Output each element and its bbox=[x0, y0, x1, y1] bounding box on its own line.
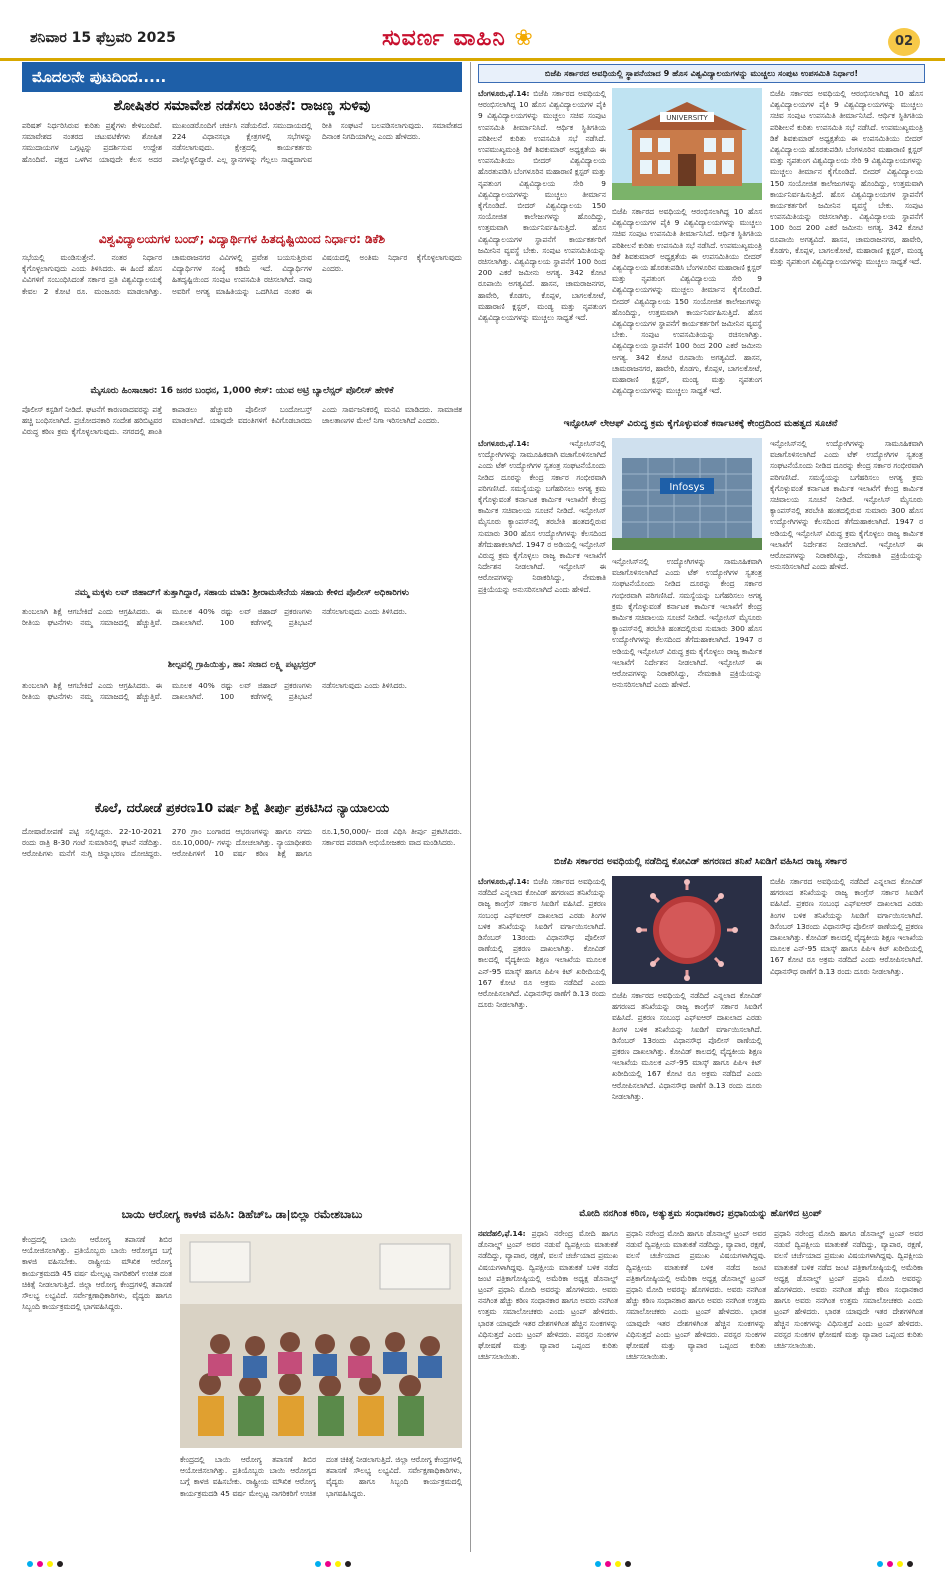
article-9-body-col2: ಬಿಜೆಪಿ ಸರ್ಕಾರದ ಅವಧಿಯಲ್ಲಿ ನಡೆದಿದೆ ಎನ್ನಲಾದ ಕೋವಿಡ್ ಹಗರಣದ ತನಿಖೆಯನ್ನು ರಾಜ್ಯ ಕಾಂಗ್ರೆಸ್ ಸರ್ಕಾರ ಸಿಐಡಿಗೆ ವಹಿಸಿದೆ. ಪ್ರಕರಣ ಸಂಬಂಧ ಎಫ್ಐಆರ್ ದಾಖಲಾದ ಎರಡು ತಿಂಗಳ ಬಳಿಕ ತನಿಖೆಯನ್ನು ಸಿಐಡಿಗೆ ವರ್ಗಾಯಿಸಲಾಗಿದೆ. ಡಿಸೆಂಬರ್ 13ರಂದು ವಿಧಾನಸೌಧ ಪೊಲೀಸ್ ಠಾಣೆಯಲ್ಲಿ ಪ್ರಕರಣ ದಾಖಲಾಗಿತ್ತು. ಕೋವಿಡ್ ಕಾಲದಲ್ಲಿ ವೈದ್ಯಕೀಯ ಶಿಕ್ಷಣ ಇಲಾಖೆಯ ಮೂಲಕ ಎನ್-95 ಮಾಸ್ಕ್ ಹಾಗೂ ಪಿಪಿಇ ಕಿಟ್ ಖರೀದಿಯಲ್ಲಿ 167 ಕೋಟಿ ರೂ ಅಕ್ರಮ ನಡೆದಿದೆ ಎಂದು ಆರೋಪಿಸಲಾಗಿದೆ. ವಿಧಾನಸೌಧ ಠಾಣೆಗೆ ಡಿ.13 ರಂದು ದೂರು ನೀಡಲಾಗಿತ್ತು. bbox=[612, 991, 762, 1101]
lotus-icon: ❀ bbox=[514, 26, 534, 51]
newspaper-logo: ಸುವರ್ಣ ವಾಹಿನಿ ❀ bbox=[382, 26, 534, 51]
page-number-badge: 02 bbox=[888, 28, 920, 56]
article-8-body-col2: ಇನ್ಫೋಸಿಸ್‌ನಲ್ಲಿ ಉದ್ಯೋಗಿಗಳನ್ನು ಸಾಮೂಹಿಕವಾಗಿ ವಜಾಗೊಳಿಸಲಾಗಿದೆ ಎಂದು ಟೆಕ್ ಉದ್ಯೋಗಿಗಳ ಸ್ವತಂತ್ರ ಸಂಘಟನೆಯೊಂದು ನೀಡಿದ ದೂರನ್ನು ಕೇಂದ್ರ ಸರ್ಕಾರ ಗಂಭೀರವಾಗಿ ಪರಿಗಣಿಸಿದೆ. ಸಮಸ್ಯೆಯನ್ನು ಬಗೆಹರಿಸಲು ಅಗತ್ಯ ಕ್ರಮ ಕೈಗೊಳ್ಳುವಂತೆ ಕರ್ನಾಟಕ ಕಾರ್ಮಿಕ ಇಲಾಖೆಗೆ ಕೇಂದ್ರ ಕಾರ್ಮಿಕ ಸಚಿವಾಲಯ ಸೂಚನೆ ನೀಡಿದೆ. ಇನ್ಫೋಸಿಸ್ ಮೈಸೂರು ಕ್ಯಾಂಪಸ್‌ನಲ್ಲಿ ತರಬೇತಿ ಹಂತದಲ್ಲಿರುವ ಸುಮಾರು 300 ಹೊಸ ಉದ್ಯೋಗಿಗಳನ್ನು ಕೆಲಸದಿಂದ ತೆಗೆದುಹಾಕಲಾಗಿದೆ. 1947 ರ ಅಡಿಯಲ್ಲಿ ಇನ್ಫೋಸಿಸ್ ವಿರುದ್ಧ ಕ್ರಮ ಕೈಗೊಳ್ಳಲು ರಾಜ್ಯ ಕಾರ್ಮಿಕ ಇಲಾಖೆಗೆ ನಿರ್ದೇಶನ ನೀಡಲಾಗಿದೆ. ಇನ್ಫೋಸಿಸ್ ಈ ಆರೋಪಗಳನ್ನು ನಿರಾಕರಿಸಿದ್ದು, ನೇಮಕಾತಿ ಪ್ರಕ್ರಿಯೆಯನ್ನು ಅನುಸರಿಸಲಾಗಿದೆ ಎಂದು ಹೇಳಿದೆ. bbox=[612, 557, 762, 690]
article-7-body-col1: ಬೆಂಗಳೂರು,ಫೆ.14: ಬಿಜೆಪಿ ಸರ್ಕಾರದ ಅವಧಿಯಲ್ಲಿ ಆರಂಭಿಸಲಾಗಿದ್ದ 10 ಹೊಸ ವಿಶ್ವವಿದ್ಯಾಲಯಗಳ ಪೈಕಿ 9 ವಿಶ್ವವಿದ್ಯಾಲಯಗಳನ್ನು ಮುಚ್ಚಲು ಸಚಿವ ಸಂಪುಟ ಉಪಸಮಿತಿ ತೀರ್ಮಾನಿಸಿದೆ. ಆರ್ಥಿಕ ಸ್ಥಿತಿಗತಿಯ ಪರಿಶೀಲನೆ ಕುರಿತು ಉಪಸಮಿತಿ ಸಭೆ ನಡೆಸಿದೆ. ಉಪಮುಖ್ಯಮಂತ್ರಿ ಡಿಕೆ ಶಿವಕುಮಾರ್ ಅಧ್ಯಕ್ಷತೆಯ ಈ ಉಪಸಮಿತಿಯು ಬೀದರ್ ವಿಶ್ವವಿದ್ಯಾಲಯ ಹೊರತುಪಡಿಸಿ ಬೆಂಗಳೂರಿನ ಮಹಾರಾಣಿ ಕ್ಲಸ್ಟರ್ ಮತ್ತು ನೃಪತುಂಗ ವಿಶ್ವವಿದ್ಯಾಲಯ ಸೇರಿ 9 ವಿಶ್ವವಿದ್ಯಾಲಯಗಳನ್ನು ಮುಚ್ಚಲು ತೀರ್ಮಾನ ಕೈಗೊಂಡಿದೆ. ಬೀದರ್ ವಿಶ್ವವಿದ್ಯಾಲಯ 150 ಸಂಯೋಜಿತ ಕಾಲೇಜುಗಳನ್ನು ಹೊಂದಿದ್ದು, ಉತ್ತಮವಾಗಿ ಕಾರ್ಯನಿರ್ವಹಿಸುತ್ತಿದೆ. ಹೊಸ ವಿಶ್ವವಿದ್ಯಾಲಯಗಳ ಸ್ಥಾಪನೆಗೆ ಕಾರ್ಯಕರ್ತರಿಗೆ ಜಮೀನಿನ ವ್ಯವಸ್ಥೆ ಬೇಕು. ಸಂಪುಟ ಉಪಸಮಿತಿಯನ್ನು ರಚಿಸಲಾಗಿತ್ತು. ವಿಶ್ವವಿದ್ಯಾಲಯ ಸ್ಥಾಪನೆಗೆ 100 ರಿಂದ 200 ಎಕರೆ ಜಮೀನು ಅಗತ್ಯ. 342 ಕೋಟಿ ರೂಪಾಯಿ ಅಗತ್ಯವಿದೆ. ಹಾಸನ, ಚಾಮರಾಜನಗರ, ಹಾವೇರಿ, ಕೊಡಗು, ಕೊಪ್ಪಳ, ಬಾಗಲಕೋಟೆ, ಮಹಾರಾಣಿ ಕ್ಲಸ್ಟರ್, ಮಂಡ್ಯ ಮತ್ತು ನೃಪತುಂಗ ವಿಶ್ವವಿದ್ಯಾಲಯಗಳನ್ನು ಮುಚ್ಚಲು ಸಾಧ್ಯತೆ ಇದೆ. bbox=[478, 89, 606, 323]
article-9-body-col1: ಬೆಂಗಳೂರು,ಫೆ.14: ಬಿಜೆಪಿ ಸರ್ಕಾರದ ಅವಧಿಯಲ್ಲಿ ನಡೆದಿದೆ ಎನ್ನಲಾದ ಕೋವಿಡ್ ಹಗರಣದ ತನಿಖೆಯನ್ನು ರಾಜ್ಯ ಕಾಂಗ್ರೆಸ್ ಸರ್ಕಾರ ಸಿಐಡಿಗೆ ವಹಿಸಿದೆ. ಪ್ರಕರಣ ಸಂಬಂಧ ಎಫ್ಐಆರ್ ದಾಖಲಾದ ಎರಡು ತಿಂಗಳ ಬಳಿಕ ತನಿಖೆಯನ್ನು ಸಿಐಡಿಗೆ ವರ್ಗಾಯಿಸಲಾಗಿದೆ. ಡಿಸೆಂಬರ್ 13ರಂದು ವಿಧಾನಸೌಧ ಪೊಲೀಸ್ ಠಾಣೆಯಲ್ಲಿ ಪ್ರಕರಣ ದಾಖಲಾಗಿತ್ತು. ಕೋವಿಡ್ ಕಾಲದಲ್ಲಿ ವೈದ್ಯಕೀಯ ಶಿಕ್ಷಣ ಇಲಾಖೆಯ ಮೂಲಕ ಎನ್-95 ಮಾಸ್ಕ್ ಹಾಗೂ ಪಿಪಿಇ ಕಿಟ್ ಖರೀದಿಯಲ್ಲಿ 167 ಕೋಟಿ ರೂ ಅಕ್ರಮ ನಡೆದಿದೆ ಎಂದು ಆರೋಪಿಸಲಾಗಿದೆ. ವಿಧಾನಸೌಧ ಠಾಣೆಗೆ ಡಿ.13 ರಂದು ದೂರು ನೀಡಲಾಗಿತ್ತು. bbox=[478, 877, 606, 1010]
article-3-body: ಪೊಲೀಸ್ ಕಸ್ಟಡಿಗೆ ನೀಡಿದೆ. ಘಟನೆಗೆ ಕಾರಣರಾದವರನ್ನು ಪತ್ತೆ ಹಚ್ಚಿ ಬಂಧಿಸಲಾಗಿದೆ. ಪ್ರಚೋದನಕಾರಿ ಸಂದೇಶ ಹರಿಬಿಟ್ಟವರ ವಿರುದ್ಧ ಕಠಿಣ ಕ್ರಮ ಕೈಗೊಳ್ಳಲಾಗುವುದು. ನಗರದಲ್ಲಿ ಶಾಂತಿ ಕಾಪಾಡಲು ಹೆಚ್ಚುವರಿ ಪೊಲೀಸ್ ಬಂದೋಬಸ್ತ್ ಮಾಡಲಾಗಿದೆ. ಯಾವುದೇ ವದಂತಿಗಳಿಗೆ ಕಿವಿಗೊಡಬಾರದು ಎಂದು ಸಾರ್ವಜನಿಕರಲ್ಲಿ ಮನವಿ ಮಾಡಿದರು. ಸಾಮಾಜಿಕ ಜಾಲತಾಣಗಳ ಮೇಲೆ ನಿಗಾ ಇರಿಸಲಾಗಿದೆ ಎಂದರು. bbox=[22, 405, 462, 437]
infosys-building-photo bbox=[612, 438, 762, 550]
article-6-headline: ಬಾಯಿ ಆರೋಗ್ಯ ಕಾಳಜಿ ವಹಿಸಿ: ಡಿಹೆಚ್ಒ ಡಾ|ಬಿಲ್ಲಾ ರಮೇಶಬಾಬು bbox=[121, 1208, 363, 1221]
column-divider bbox=[470, 62, 471, 1552]
article-8-dateline: ಬೆಂಗಳೂರು,ಫೆ.14: bbox=[478, 439, 530, 448]
university-sign-text: UNIVERSITY bbox=[666, 114, 708, 122]
article-1-body: ಪರಿಷತ್ ನಿರ್ಧರಿಸಿರುವ ಕುರಿತು ಪ್ರಶ್ನೆಗಳು ಕೇಳಿಬಂದಿವೆ. ಸಮಾವೇಶದ ನಂತರದ ಚಟುವಟಿಕೆಗಳು ಶೋಷಿತ ಸಮುದಾಯಗಳ ಒಗ್ಗಟ್ಟನ್ನು ಪ್ರದರ್ಶಿಸುವ ಉದ್ದೇಶ ಹೊಂದಿವೆ. ಪಕ್ಷದ ಒಳಗಿನ ಯಾವುದೇ ಕೆಲಸ ಅದರ ಮುಖಂಡರೊಂದಿಗೆ ಚರ್ಚಿಸಿ ನಡೆಯಲಿದೆ. ಸಮುದಾಯದಲ್ಲಿ 224 ವಿಧಾನಸಭಾ ಕ್ಷೇತ್ರಗಳಲ್ಲಿ ಸಭೆಗಳನ್ನು ನಡೆಸಲಾಗುವುದು. ಕ್ಷೇತ್ರದಲ್ಲಿ ಕಾರ್ಯಕರ್ತರು ಪಾಲ್ಗೊಳ್ಳಲಿದ್ದಾರೆ. ಎಲ್ಲ ಸ್ಥಾನಗಳನ್ನು ಗೆಲ್ಲಲು ಸಾಧ್ಯವಾಗುವ ರೀತಿ ಸಂಘಟನೆ ಬಲಪಡಿಸಲಾಗುವುದು. ಸಮಾವೇಶದ ದಿನಾಂಕ ನಿಗದಿಯಾಗಿಲ್ಲ ಎಂದು ಹೇಳಿದರು. bbox=[22, 121, 462, 164]
article-8-body-col3: ಇನ್ಫೋಸಿಸ್‌ನಲ್ಲಿ ಉದ್ಯೋಗಿಗಳನ್ನು ಸಾಮೂಹಿಕವಾಗಿ ವಜಾಗೊಳಿಸಲಾಗಿದೆ ಎಂದು ಟೆಕ್ ಉದ್ಯೋಗಿಗಳ ಸ್ವತಂತ್ರ ಸಂಘಟನೆಯೊಂದು ನೀಡಿದ ದೂರನ್ನು ಕೇಂದ್ರ ಸರ್ಕಾರ ಗಂಭೀರವಾಗಿ ಪರಿಗಣಿಸಿದೆ. ಸಮಸ್ಯೆಯನ್ನು ಬಗೆಹರಿಸಲು ಅಗತ್ಯ ಕ್ರಮ ಕೈಗೊಳ್ಳುವಂತೆ ಕರ್ನಾಟಕ ಕಾರ್ಮಿಕ ಇಲಾಖೆಗೆ ಕೇಂದ್ರ ಕಾರ್ಮಿಕ ಸಚಿವಾಲಯ ಸೂಚನೆ ನೀಡಿದೆ. ಇನ್ಫೋಸಿಸ್ ಮೈಸೂರು ಕ್ಯಾಂಪಸ್‌ನಲ್ಲಿ ತರಬೇತಿ ಹಂತದಲ್ಲಿರುವ ಸುಮಾರು 300 ಹೊಸ ಉದ್ಯೋಗಿಗಳನ್ನು ಕೆಲಸದಿಂದ ತೆಗೆದುಹಾಕಲಾಗಿದೆ. 1947 ರ ಅಡಿಯಲ್ಲಿ ಇನ್ಫೋಸಿಸ್ ವಿರುದ್ಧ ಕ್ರಮ ಕೈಗೊಳ್ಳಲು ರಾಜ್ಯ ಕಾರ್ಮಿಕ ಇಲಾಖೆಗೆ ನಿರ್ದೇಶನ ನೀಡಲಾಗಿದೆ. ಇನ್ಫೋಸಿಸ್ ಈ ಆರೋಪಗಳನ್ನು ನಿರಾಕರಿಸಿದ್ದು, ನೇಮಕಾತಿ ಪ್ರಕ್ರಿಯೆಯನ್ನು ಅನುಸರಿಸಲಾಗಿದೆ ಎಂದು ಹೇಳಿದೆ. bbox=[770, 439, 923, 572]
article-8-body-col1: ಬೆಂಗಳೂರು,ಫೆ.14: ಇನ್ಫೋಸಿಸ್‌ನಲ್ಲಿ ಉದ್ಯೋಗಿಗಳನ್ನು ಸಾಮೂಹಿಕವಾಗಿ ವಜಾಗೊಳಿಸಲಾಗಿದೆ ಎಂದು ಟೆಕ್ ಉದ್ಯೋಗಿಗಳ ಸ್ವತಂತ್ರ ಸಂಘಟನೆಯೊಂದು ನೀಡಿದ ದೂರನ್ನು ಕೇಂದ್ರ ಸರ್ಕಾರ ಗಂಭೀರವಾಗಿ ಪರಿಗಣಿಸಿದೆ. ಸಮಸ್ಯೆಯನ್ನು ಬಗೆಹರಿಸಲು ಅಗತ್ಯ ಕ್ರಮ ಕೈಗೊಳ್ಳುವಂತೆ ಕರ್ನಾಟಕ ಕಾರ್ಮಿಕ ಇಲಾಖೆಗೆ ಕೇಂದ್ರ ಕಾರ್ಮಿಕ ಸಚಿವಾಲಯ ಸೂಚನೆ ನೀಡಿದೆ. ಇನ್ಫೋಸಿಸ್ ಮೈಸೂರು ಕ್ಯಾಂಪಸ್‌ನಲ್ಲಿ ತರಬೇತಿ ಹಂತದಲ್ಲಿರುವ ಸುಮಾರು 300 ಹೊಸ ಉದ್ಯೋಗಿಗಳನ್ನು ಕೆಲಸದಿಂದ ತೆಗೆದುಹಾಕಲಾಗಿದೆ. 1947 ರ ಅಡಿಯಲ್ಲಿ ಇನ್ಫೋಸಿಸ್ ವಿರುದ್ಧ ಕ್ರಮ ಕೈಗೊಳ್ಳಲು ರಾಜ್ಯ ಕಾರ್ಮಿಕ ಇಲಾಖೆಗೆ ನಿರ್ದೇಶನ ನೀಡಲಾಗಿದೆ. ಇನ್ಫೋಸಿಸ್ ಈ ಆರೋಪಗಳನ್ನು ನಿರಾಕರಿಸಿದ್ದು, ನೇಮಕಾತಿ ಪ್ರಕ್ರಿಯೆಯನ್ನು ಅನುಸರಿಸಲಾಗಿದೆ ಎಂದು ಹೇಳಿದೆ. bbox=[478, 439, 606, 594]
article-10-headline: ಮೋದಿ ನನಗಿಂತ ಕಠಿಣ, ಅತ್ಯುತ್ತಮ ಸಂಧಾನಕಾರ; ಪ್ರಧಾನಿಯನ್ನು ಹೊಗಳಿದ ಟ್ರಂಪ್ bbox=[579, 1208, 822, 1219]
article-7-headline: ಬಿಜೆಪಿ ಸರ್ಕಾರದ ಅವಧಿಯಲ್ಲಿ ಸ್ಥಾಪನೆಯಾದ 9 ಹೊಸ ವಿಶ್ವವಿದ್ಯಾಲಯಗಳನ್ನು ಮುಚ್ಚಲು ಸಂಪುಟ ಉಪಸಮಿತಿ ನಿರ್ಧಾರ! bbox=[478, 64, 925, 83]
article-5-headline: ಕೊಲೆ, ದರೋಡೆ ಪ್ರಕರಣ10 ವರ್ಷ ಶಿಕ್ಷೆ ತೀರ್ಪು ಪ್ರಕಟಿಸಿದ ನ್ಯಾಯಾಲಯ bbox=[94, 800, 390, 815]
article-4-headline: ನಮ್ಮ ಮಕ್ಕಳು ಲವ್ ಜಿಹಾದ್‌ಗೆ ತುತ್ತಾಗಿದ್ದಾರೆ, ಸಹಾಯ ಮಾಡಿ: ಶ್ರೀರಾಮಸೇನೆಯ ಸಹಾಯ ಕೇಳಿದ ಪೊಲೀಸ್ ಅಧಿಕಾರಿಗಳು bbox=[75, 588, 409, 598]
article-9-dateline: ಬೆಂಗಳೂರು,ಫೆ.14: bbox=[478, 877, 530, 886]
article-2-body: ಸಭೆಯಲ್ಲಿ ಮಂಡಿಸುತ್ತೇನೆ. ನಂತರ ನಿರ್ಧಾರ ಕೈಗೊಳ್ಳಲಾಗುವುದು ಎಂದು ತಿಳಿಸಿದರು. ಈ ಹಿಂದೆ ಹೊಸ ವಿವಿಗಳಿಗೆ ಸಂಬಂಧಿಸಿದಂತೆ ಸರ್ಕಾರ ಪ್ರತಿ ವಿಶ್ವವಿದ್ಯಾಲಯಕ್ಕೆ ಕೇವಲ 2 ಕೋಟಿ ರೂ. ಮಂಜೂರು ಮಾಡಲಾಗಿತ್ತು. ಚಾಮರಾಜನಗರ ವಿವಿಗಳಲ್ಲಿ ಪ್ರವೇಶ ಬಯಸುತ್ತಿರುವ ವಿದ್ಯಾರ್ಥಿಗಳ ಸಂಖ್ಯೆ ಕಡಿಮೆ ಇದೆ. ವಿದ್ಯಾರ್ಥಿಗಳ ಹಿತದೃಷ್ಟಿಯಿಂದ ಸಂಪುಟ ಉಪಸಮಿತಿ ರಚಿಸಲಾಗಿದೆ. ನಾವು ಅವರಿಗೆ ಅಗತ್ಯ ಮಾಹಿತಿಯನ್ನು ಒದಗಿಸಿದ ನಂತರ ಈ ವಿಷಯದಲ್ಲಿ ಅಂತಿಮ ನಿರ್ಧಾರ ಕೈಗೊಳ್ಳಲಾಗುವುದು ಎಂದರು. bbox=[22, 253, 462, 296]
article-10-body-col3: ಪ್ರಧಾನಿ ನರೇಂದ್ರ ಮೋದಿ ಹಾಗೂ ಡೊನಾಲ್ಡ್ ಟ್ರಂಪ್ ಅವರ ನಡುವೆ ದ್ವಿಪಕ್ಷೀಯ ಮಾತುಕತೆ ನಡೆದಿದ್ದು, ವ್ಯಾಪಾರ, ರಕ್ಷಣೆ, ವಲಸೆ ಚರ್ಚೆಯಾದ ಪ್ರಮುಖ ವಿಷಯಗಳಾಗಿದ್ದವು. ದ್ವಿಪಕ್ಷೀಯ ಮಾತುಕತೆ ಬಳಿಕ ನಡೆದ ಜಂಟಿ ಪತ್ರಿಕಾಗೋಷ್ಠಿಯಲ್ಲಿ ಅಮೆರಿಕಾ ಅಧ್ಯಕ್ಷ ಡೊನಾಲ್ಡ್ ಟ್ರಂಪ್ ಪ್ರಧಾನಿ ಮೋದಿ ಅವರನ್ನು ಹೊಗಳಿದರು. ಅವರು ನನಗಿಂತ ಹೆಚ್ಚು ಕಠಿಣ ಸಂಧಾನಕಾರ ಹಾಗೂ ಅವರು ನನಗಿಂತ ಉತ್ತಮ ಸಮಾಲೋಚಕರು ಎಂದು ಟ್ರಂಪ್ ಹೇಳಿದರು. ಭಾರತ ಯಾವುದೇ ಇತರ ದೇಶಗಳಿಗಿಂತ ಹೆಚ್ಚಿನ ಸುಂಕಗಳನ್ನು ವಿಧಿಸುತ್ತದೆ ಎಂದು ಟ್ರಂಪ್ ಹೇಳಿದರು. ಪರಸ್ಪರ ಸುಂಕಗಳ ಘೋಷಣೆ ಮತ್ತು ವ್ಯಾಪಾರ ಒಪ್ಪಂದ ಕುರಿತು ಚರ್ಚಿಸಲಾಯಿತು. bbox=[774, 1229, 923, 1351]
article-7-dateline: ಬೆಂಗಳೂರು,ಫೆ.14: bbox=[478, 89, 530, 98]
article-9-body-col3: ಬಿಜೆಪಿ ಸರ್ಕಾರದ ಅವಧಿಯಲ್ಲಿ ನಡೆದಿದೆ ಎನ್ನಲಾದ ಕೋವಿಡ್ ಹಗರಣದ ತನಿಖೆಯನ್ನು ರಾಜ್ಯ ಕಾಂಗ್ರೆಸ್ ಸರ್ಕಾರ ಸಿಐಡಿಗೆ ವಹಿಸಿದೆ. ಪ್ರಕರಣ ಸಂಬಂಧ ಎಫ್ಐಆರ್ ದಾಖಲಾದ ಎರಡು ತಿಂಗಳ ಬಳಿಕ ತನಿಖೆಯನ್ನು ಸಿಐಡಿಗೆ ವರ್ಗಾಯಿಸಲಾಗಿದೆ. ಡಿಸೆಂಬರ್ 13ರಂದು ವಿಧಾನಸೌಧ ಪೊಲೀಸ್ ಠಾಣೆಯಲ್ಲಿ ಪ್ರಕರಣ ದಾಖಲಾಗಿತ್ತು. ಕೋವಿಡ್ ಕಾಲದಲ್ಲಿ ವೈದ್ಯಕೀಯ ಶಿಕ್ಷಣ ಇಲಾಖೆಯ ಮೂಲಕ ಎನ್-95 ಮಾಸ್ಕ್ ಹಾಗೂ ಪಿಪಿಇ ಕಿಟ್ ಖರೀದಿಯಲ್ಲಿ 167 ಕೋಟಿ ರೂ ಅಕ್ರಮ ನಡೆದಿದೆ ಎಂದು ಆರೋಪಿಸಲಾಗಿದೆ. ವಿಧಾನಸೌಧ ಠಾಣೆಗೆ ಡಿ.13 ರಂದು ದೂರು ನೀಡಲಾಗಿತ್ತು. bbox=[770, 877, 923, 976]
article-1-headline: ಶೋಷಿತರ ಸಮಾವೇಶ ನಡೆಸಲು ಚಿಂತನೆ: ರಾಜಣ್ಣ ಸುಳಿವು bbox=[113, 98, 371, 114]
article-10-body-col1: ನವದೆಹಲಿ,ಫೆ.14: ಪ್ರಧಾನಿ ನರೇಂದ್ರ ಮೋದಿ ಹಾಗೂ ಡೊನಾಲ್ಡ್ ಟ್ರಂಪ್ ಅವರ ನಡುವೆ ದ್ವಿಪಕ್ಷೀಯ ಮಾತುಕತೆ ನಡೆದಿದ್ದು, ವ್ಯಾಪಾರ, ರಕ್ಷಣೆ, ವಲಸೆ ಚರ್ಚೆಯಾದ ಪ್ರಮುಖ ವಿಷಯಗಳಾಗಿದ್ದವು. ದ್ವಿಪಕ್ಷೀಯ ಮಾತುಕತೆ ಬಳಿಕ ನಡೆದ ಜಂಟಿ ಪತ್ರಿಕಾಗೋಷ್ಠಿಯಲ್ಲಿ ಅಮೆರಿಕಾ ಅಧ್ಯಕ್ಷ ಡೊನಾಲ್ಡ್ ಟ್ರಂಪ್ ಪ್ರಧಾನಿ ಮೋದಿ ಅವರನ್ನು ಹೊಗಳಿದರು. ಅವರು ನನಗಿಂತ ಹೆಚ್ಚು ಕಠಿಣ ಸಂಧಾನಕಾರ ಹಾಗೂ ಅವರು ನನಗಿಂತ ಉತ್ತಮ ಸಮಾಲೋಚಕರು ಎಂದು ಟ್ರಂಪ್ ಹೇಳಿದರು. ಭಾರತ ಯಾವುದೇ ಇತರ ದೇಶಗಳಿಗಿಂತ ಹೆಚ್ಚಿನ ಸುಂಕಗಳನ್ನು ವಿಧಿಸುತ್ತದೆ ಎಂದು ಟ್ರಂಪ್ ಹೇಳಿದರು. ಪರಸ್ಪರ ಸುಂಕಗಳ ಘೋಷಣೆ ಮತ್ತು ವ್ಯಾಪಾರ ಒಪ್ಪಂದ ಕುರಿತು ಚರ್ಚಿಸಲಾಯಿತು. bbox=[478, 1229, 618, 1362]
article-7-body-col2: ಬಿಜೆಪಿ ಸರ್ಕಾರದ ಅವಧಿಯಲ್ಲಿ ಆರಂಭಿಸಲಾಗಿದ್ದ 10 ಹೊಸ ವಿಶ್ವವಿದ್ಯಾಲಯಗಳ ಪೈಕಿ 9 ವಿಶ್ವವಿದ್ಯಾಲಯಗಳನ್ನು ಮುಚ್ಚಲು ಸಚಿವ ಸಂಪುಟ ಉಪಸಮಿತಿ ತೀರ್ಮಾನಿಸಿದೆ. ಆರ್ಥಿಕ ಸ್ಥಿತಿಗತಿಯ ಪರಿಶೀಲನೆ ಕುರಿತು ಉಪಸಮಿತಿ ಸಭೆ ನಡೆಸಿದೆ. ಉಪಮುಖ್ಯಮಂತ್ರಿ ಡಿಕೆ ಶಿವಕುಮಾರ್ ಅಧ್ಯಕ್ಷತೆಯ ಈ ಉಪಸಮಿತಿಯು ಬೀದರ್ ವಿಶ್ವವಿದ್ಯಾಲಯ ಹೊರತುಪಡಿಸಿ ಬೆಂಗಳೂರಿನ ಮಹಾರಾಣಿ ಕ್ಲಸ್ಟರ್ ಮತ್ತು ನೃಪತುಂಗ ವಿಶ್ವವಿದ್ಯಾಲಯ ಸೇರಿ 9 ವಿಶ್ವವಿದ್ಯಾಲಯಗಳನ್ನು ಮುಚ್ಚಲು ತೀರ್ಮಾನ ಕೈಗೊಂಡಿದೆ. ಬೀದರ್ ವಿಶ್ವವಿದ್ಯಾಲಯ 150 ಸಂಯೋಜಿತ ಕಾಲೇಜುಗಳನ್ನು ಹೊಂದಿದ್ದು, ಉತ್ತಮವಾಗಿ ಕಾರ್ಯನಿರ್ವಹಿಸುತ್ತಿದೆ. ಹೊಸ ವಿಶ್ವವಿದ್ಯಾಲಯಗಳ ಸ್ಥಾಪನೆಗೆ ಕಾರ್ಯಕರ್ತರಿಗೆ ಜಮೀನಿನ ವ್ಯವಸ್ಥೆ ಬೇಕು. ಸಂಪುಟ ಉಪಸಮಿತಿಯನ್ನು ರಚಿಸಲಾಗಿತ್ತು. ವಿಶ್ವವಿದ್ಯಾಲಯ ಸ್ಥಾಪನೆಗೆ 100 ರಿಂದ 200 ಎಕರೆ ಜಮೀನು ಅಗತ್ಯ. 342 ಕೋಟಿ ರೂಪಾಯಿ ಅಗತ್ಯವಿದೆ. ಹಾಸನ, ಚಾಮರಾಜನಗರ, ಹಾವೇರಿ, ಕೊಡಗು, ಕೊಪ್ಪಳ, ಬಾಗಲಕೋಟೆ, ಮಹಾರಾಣಿ ಕ್ಲಸ್ಟರ್, ಮಂಡ್ಯ ಮತ್ತು ನೃಪತುಂಗ ವಿಶ್ವವಿದ್ಯಾಲಯಗಳನ್ನು ಮುಚ್ಚಲು ಸಾಧ್ಯತೆ ಇದೆ. bbox=[612, 207, 762, 396]
coronavirus-image bbox=[612, 876, 762, 984]
article-9-headline: ಬಿಜೆಪಿ ಸರ್ಕಾರದ ಅವಧಿಯಲ್ಲಿ ನಡೆದಿದ್ದ ಕೋವಿಡ್ ಹಗರಣದ ತನಿಖೆ ಸಿಐಡಿಗೆ ವಹಿಸಿದ ರಾಜ್ಯ ಸರ್ಕಾರ bbox=[554, 856, 847, 867]
article-7-body-col3: ಬಿಜೆಪಿ ಸರ್ಕಾರದ ಅವಧಿಯಲ್ಲಿ ಆರಂಭಿಸಲಾಗಿದ್ದ 10 ಹೊಸ ವಿಶ್ವವಿದ್ಯಾಲಯಗಳ ಪೈಕಿ 9 ವಿಶ್ವವಿದ್ಯಾಲಯಗಳನ್ನು ಮುಚ್ಚಲು ಸಚಿವ ಸಂಪುಟ ಉಪಸಮಿತಿ ತೀರ್ಮಾನಿಸಿದೆ. ಆರ್ಥಿಕ ಸ್ಥಿತಿಗತಿಯ ಪರಿಶೀಲನೆ ಕುರಿತು ಉಪಸಮಿತಿ ಸಭೆ ನಡೆಸಿದೆ. ಉಪಮುಖ್ಯಮಂತ್ರಿ ಡಿಕೆ ಶಿವಕುಮಾರ್ ಅಧ್ಯಕ್ಷತೆಯ ಈ ಉಪಸಮಿತಿಯು ಬೀದರ್ ವಿಶ್ವವಿದ್ಯಾಲಯ ಹೊರತುಪಡಿಸಿ ಬೆಂಗಳೂರಿನ ಮಹಾರಾಣಿ ಕ್ಲಸ್ಟರ್ ಮತ್ತು ನೃಪತುಂಗ ವಿಶ್ವವಿದ್ಯಾಲಯ ಸೇರಿ 9 ವಿಶ್ವವಿದ್ಯಾಲಯಗಳನ್ನು ಮುಚ್ಚಲು ತೀರ್ಮಾನ ಕೈಗೊಂಡಿದೆ. ಬೀದರ್ ವಿಶ್ವವಿದ್ಯಾಲಯ 150 ಸಂಯೋಜಿತ ಕಾಲೇಜುಗಳನ್ನು ಹೊಂದಿದ್ದು, ಉತ್ತಮವಾಗಿ ಕಾರ್ಯನಿರ್ವಹಿಸುತ್ತಿದೆ. ಹೊಸ ವಿಶ್ವವಿದ್ಯಾಲಯಗಳ ಸ್ಥಾಪನೆಗೆ ಕಾರ್ಯಕರ್ತರಿಗೆ ಜಮೀನಿನ ವ್ಯವಸ್ಥೆ ಬೇಕು. ಸಂಪುಟ ಉಪಸಮಿತಿಯನ್ನು ರಚಿಸಲಾಗಿತ್ತು. ವಿಶ್ವವಿದ್ಯಾಲಯ ಸ್ಥಾಪನೆಗೆ 100 ರಿಂದ 200 ಎಕರೆ ಜಮೀನು ಅಗತ್ಯ. 342 ಕೋಟಿ ರೂಪಾಯಿ ಅಗತ್ಯವಿದೆ. ಹಾಸನ, ಚಾಮರಾಜನಗರ, ಹಾವೇರಿ, ಕೊಡಗು, ಕೊಪ್ಪಳ, ಬಾಗಲಕೋಟೆ, ಮಹಾರಾಣಿ ಕ್ಲಸ್ಟರ್, ಮಂಡ್ಯ ಮತ್ತು ನೃಪತುಂಗ ವಿಶ್ವವಿದ್ಯಾಲಯಗಳನ್ನು ಮುಚ್ಚಲು ಸಾಧ್ಯತೆ ಇದೆ. bbox=[770, 89, 923, 267]
article-10-dateline: ನವದೆಹಲಿ,ಫೆ.14: bbox=[478, 1229, 526, 1238]
article-2-headline: ವಿಶ್ವವಿದ್ಯಾಲಯಗಳ ಬಂದ್; ವಿದ್ಯಾರ್ಥಿಗಳ ಹಿತದೃಷ್ಟಿಯಿಂದ ನಿರ್ಧಾರ: ಡಿಕೆಶಿ bbox=[98, 232, 386, 246]
article-10-body-col2: ಪ್ರಧಾನಿ ನರೇಂದ್ರ ಮೋದಿ ಹಾಗೂ ಡೊನಾಲ್ಡ್ ಟ್ರಂಪ್ ಅವರ ನಡುವೆ ದ್ವಿಪಕ್ಷೀಯ ಮಾತುಕತೆ ನಡೆದಿದ್ದು, ವ್ಯಾಪಾರ, ರಕ್ಷಣೆ, ವಲಸೆ ಚರ್ಚೆಯಾದ ಪ್ರಮುಖ ವಿಷಯಗಳಾಗಿದ್ದವು. ದ್ವಿಪಕ್ಷೀಯ ಮಾತುಕತೆ ಬಳಿಕ ನಡೆದ ಜಂಟಿ ಪತ್ರಿಕಾಗೋಷ್ಠಿಯಲ್ಲಿ ಅಮೆರಿಕಾ ಅಧ್ಯಕ್ಷ ಡೊನಾಲ್ಡ್ ಟ್ರಂಪ್ ಪ್ರಧಾನಿ ಮೋದಿ ಅವರನ್ನು ಹೊಗಳಿದರು. ಅವರು ನನಗಿಂತ ಹೆಚ್ಚು ಕಠಿಣ ಸಂಧಾನಕಾರ ಹಾಗೂ ಅವರು ನನಗಿಂತ ಉತ್ತಮ ಸಮಾಲೋಚಕರು ಎಂದು ಟ್ರಂಪ್ ಹೇಳಿದರು. ಭಾರತ ಯಾವುದೇ ಇತರ ದೇಶಗಳಿಗಿಂತ ಹೆಚ್ಚಿನ ಸುಂಕಗಳನ್ನು ವಿಧಿಸುತ್ತದೆ ಎಂದು ಟ್ರಂಪ್ ಹೇಳಿದರು. ಪರಸ್ಪರ ಸುಂಕಗಳ ಘೋಷಣೆ ಮತ್ತು ವ್ಯಾಪಾರ ಒಪ್ಪಂದ ಕುರಿತು ಚರ್ಚಿಸಲಾಯಿತು. bbox=[626, 1229, 766, 1362]
issue-date: ಶನಿವಾರ 15 ಫೆಬ್ರವರಿ 2025 bbox=[30, 30, 176, 46]
photo-caption: ಶೀಲ್ಪವಲ್ಲಿ ಗ್ರಾಹಿಯಿತ್ತು, ಹಾ: ಸಜಾದ ಲಕ್ಷ್ಮಿ ಪಟ್ಟಭದ್ರರ್ bbox=[167, 660, 317, 670]
health-camp-photo bbox=[180, 1234, 462, 1448]
article-4-body: ತುಂಬಲಾಗಿ ಶಿಕ್ಷೆ ಆಗಬೇಕಿದೆ ಎಂದು ಆಗ್ರಹಿಸಿದರು. ಈ ರೀತಿಯ ಘಟನೆಗಳು ನಮ್ಮ ಸಮಾಜದಲ್ಲಿ ಹೆಚ್ಚುತ್ತಿವೆ. ಮೂಲಕ 40% ರಷ್ಟು ಲವ್ ಜಿಹಾದ್ ಪ್ರಕರಣಗಳು ದಾಖಲಾಗಿವೆ. 100 ಕಡೆಗಳಲ್ಲಿ ಪ್ರತಿಭಟನೆ ನಡೆಸಲಾಗುವುದು ಎಂದು ತಿಳಿಸಿದರು. bbox=[22, 607, 408, 628]
article-4-body-continued: ತುಂಬಲಾಗಿ ಶಿಕ್ಷೆ ಆಗಬೇಕಿದೆ ಎಂದು ಆಗ್ರಹಿಸಿದರು. ಈ ರೀತಿಯ ಘಟನೆಗಳು ನಮ್ಮ ಸಮಾಜದಲ್ಲಿ ಹೆಚ್ಚುತ್ತಿವೆ. ಮೂಲಕ 40% ರಷ್ಟು ಲವ್ ಜಿಹಾದ್ ಪ್ರಕರಣಗಳು ದಾಖಲಾಗಿವೆ. 100 ಕಡೆಗಳಲ್ಲಿ ಪ್ರತಿಭಟನೆ ನಡೆಸಲಾಗುವುದು ಎಂದು ತಿಳಿಸಿದರು. bbox=[22, 681, 408, 702]
print-registration-marks bbox=[0, 1556, 945, 1570]
masthead bbox=[0, 0, 945, 62]
article-8-headline: ಇನ್ಫೋಸಿಸ್ ಲೇಆಫ್ ವಿರುದ್ಧ ಕ್ರಮ ಕೈಗೊಳ್ಳುವಂತೆ ಕರ್ನಾಟಕಕ್ಕೆ ಕೇಂದ್ರದಿಂದ ಮಹತ್ವದ ಸೂಚನೆ bbox=[563, 418, 838, 429]
infosys-sign-text: Infosys bbox=[669, 482, 705, 493]
masthead-divider bbox=[0, 58, 945, 61]
university-photo bbox=[612, 88, 762, 200]
article-6-body: ಕೇಂದ್ರದಲ್ಲಿ ಬಾಯಿ ಆರೋಗ್ಯ ತಪಾಸಣೆ ಶಿಬಿರ ಆಯೋಜಿಸಲಾಗಿತ್ತು. ಪ್ರತಿಯೊಬ್ಬರು ಬಾಯಿ ಆರೋಗ್ಯದ ಬಗ್ಗೆ ಕಾಳಜಿ ವಹಿಸಬೇಕು. ರಾಷ್ಟ್ರೀಯ ಮೌಖಿಕ ಆರೋಗ್ಯ ಕಾರ್ಯಕ್ರಮದಡಿ 45 ವರ್ಷ ಮೇಲ್ಪಟ್ಟ ನಾಗರಿಕರಿಗೆ ಉಚಿತ ದಂತ ಚಿಕಿತ್ಸೆ ನೀಡಲಾಗುತ್ತಿದೆ. ಜಿಲ್ಲಾ ಆರೋಗ್ಯ ಕೇಂದ್ರಗಳಲ್ಲಿ ತಪಾಸಣೆ ಸೌಲಭ್ಯ ಲಭ್ಯವಿದೆ. ಸರ್ವೇಕ್ಷಣಾಧಿಕಾರಿಗಳು, ವೈದ್ಯರು ಹಾಗೂ ಸಿಬ್ಬಂದಿ ಕಾರ್ಯಕ್ರಮದಲ್ಲಿ ಭಾಗವಹಿಸಿದ್ದರು. bbox=[22, 1235, 172, 1312]
section-title: ಮೊದಲನೇ ಪುಟದಿಂದ..... bbox=[22, 62, 462, 92]
article-6-body-continued: ಕೇಂದ್ರದಲ್ಲಿ ಬಾಯಿ ಆರೋಗ್ಯ ತಪಾಸಣೆ ಶಿಬಿರ ಆಯೋಜಿಸಲಾಗಿತ್ತು. ಪ್ರತಿಯೊಬ್ಬರು ಬಾಯಿ ಆರೋಗ್ಯದ ಬಗ್ಗೆ ಕಾಳಜಿ ವಹಿಸಬೇಕು. ರಾಷ್ಟ್ರೀಯ ಮೌಖಿಕ ಆರೋಗ್ಯ ಕಾರ್ಯಕ್ರಮದಡಿ 45 ವರ್ಷ ಮೇಲ್ಪಟ್ಟ ನಾಗರಿಕರಿಗೆ ಉಚಿತ ದಂತ ಚಿಕಿತ್ಸೆ ನೀಡಲಾಗುತ್ತಿದೆ. ಜಿಲ್ಲಾ ಆರೋಗ್ಯ ಕೇಂದ್ರಗಳಲ್ಲಿ ತಪಾಸಣೆ ಸೌಲಭ್ಯ ಲಭ್ಯವಿದೆ. ಸರ್ವೇಕ್ಷಣಾಧಿಕಾರಿಗಳು, ವೈದ್ಯರು ಹಾಗೂ ಸಿಬ್ಬಂದಿ ಕಾರ್ಯಕ್ರಮದಲ್ಲಿ ಭಾಗವಹಿಸಿದ್ದರು. bbox=[180, 1455, 462, 1498]
article-5-body: ದೋಷಾರೋಪಣೆ ಪಟ್ಟಿ ಸಲ್ಲಿಸಿದ್ದರು. 22-10-2021 ರಂದು ರಾತ್ರಿ 8-30 ಗಂಟೆ ಸುಮಾರಿನಲ್ಲಿ ಘಟನೆ ನಡೆದಿತ್ತು. ಆರೋಪಿಗಳು ಮನೆಗೆ ನುಗ್ಗಿ ಚಿನ್ನಾಭರಣ ದೋಚಿದ್ದರು. 270 ಗ್ರಾಂ ಬಂಗಾರದ ಆಭರಣಗಳನ್ನು ಹಾಗೂ ನಗದು ರೂ.10,000/- ಗಳನ್ನು ದೋಚಲಾಗಿತ್ತು. ನ್ಯಾಯಾಧೀಶರು ಆರೋಪಿಗಳಿಗೆ 10 ವರ್ಷ ಕಠಿಣ ಶಿಕ್ಷೆ ಹಾಗೂ ರೂ.1,50,000/- ದಂಡ ವಿಧಿಸಿ ತೀರ್ಪು ಪ್ರಕಟಿಸಿದರು. ಸರ್ಕಾರದ ಪರವಾಗಿ ಅಭಿಯೋಜಕರು ವಾದ ಮಂಡಿಸಿದರು. bbox=[22, 827, 462, 859]
article-3-headline: ಮೈಸೂರು ಹಿಂಸಾಚಾರ: 16 ಜನರ ಬಂಧನ, 1,000 ಕೇಸ್: ಯುವ ಅಟ್ರಿ ಬ್ಯಾಲೆನ್ಸರ್ ಪೊಲೀಸ್ ಹೇಳಿಕೆ bbox=[90, 386, 394, 396]
